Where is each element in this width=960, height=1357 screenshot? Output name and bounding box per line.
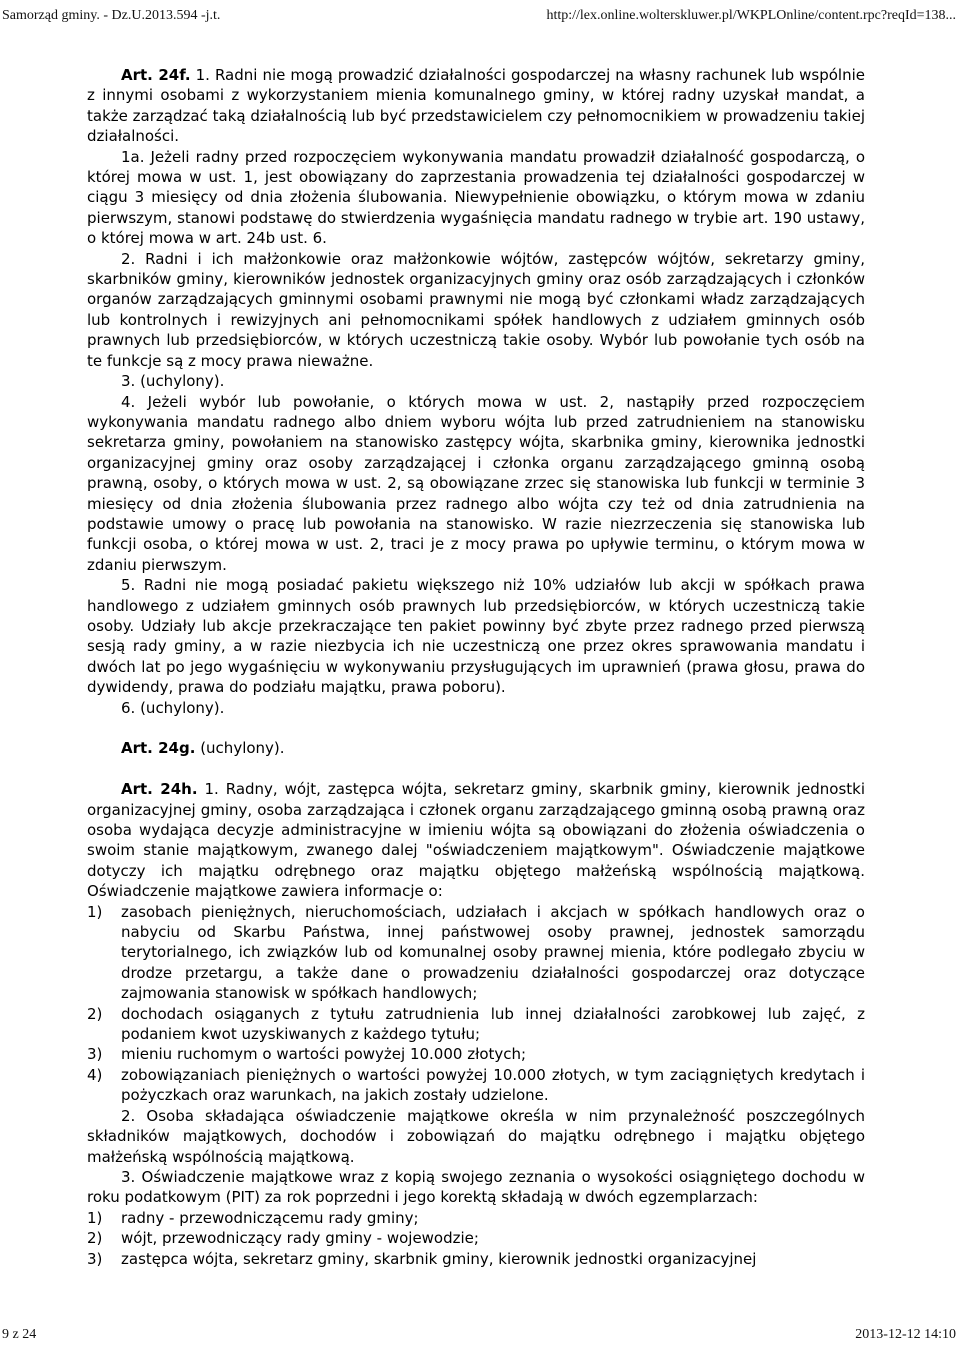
art-24f-paragraph-3: 3. (uchylony). [121,372,225,391]
list-item-number: 2) [87,1229,103,1248]
list-item-number: 1) [87,902,103,921]
list-item [87,1208,865,1228]
list-item-number: 3) [87,1249,103,1268]
art-24h-paragraph-3: 3. Oświadczenie majątkowe wraz z kopią swojego zeznania o wysokości osiągniętego dochodu w roku podatkowym (PIT) za rok poprzedni i jego korektą składają w dwóch egzemplarzach: [87,1167,865,1207]
list-item-number: 3) [87,1045,103,1064]
art-24f-paragraph-5: 5. Radni nie mogą posiadać pakietu większego niż 10% udziałów lub akcji w spółkach prawa handlowego z udziałem gminnych osób prawnych lub przedsiębiorców, w których uczestniczą takie osoby. Udziały lub akcje przekraczające ten pakiet powinny być zbyte przez radnego przed pierwszą sesją rady gminy, a w razie niezbycia ich nie uczestniczą one przez okres sprawowania mandatu i dwóch lat po jego wygaśnięciu w wykonywaniu przysługujących im uprawnień (prawa głosu, prawa do dywidendy, prawa do podziału majątku, prawa poboru). [87,576,865,697]
paragraph-text: 1. Radny, wójt, zastępca wójta, sekretarz gminy, skarbnik gminy, kierownik jednostki organizacyjnej gminy, osoba zarządzająca i członek organu zarządzającego gminną osobą prawną oraz osoba wydająca decyzje administracyjne w imieniu wójta są obowiązani do złożenia oświadczenia o swoim stanie majątkowym, zwanego dalej "oświadczeniem majątkowym". Oświadczenie majątkowe dotyczy ich majątku odrębnego oraz majątku objętego małżeńską wspólnością majątkową. Oświadczenie majątkowe zawiera informacje o: [87,780,865,901]
document-title: Samorząd gminy. - Dz.U.2013.594 -j.t. [2,8,221,23]
page-number: 9 z 24 [2,1327,37,1342]
list-item [87,1249,865,1269]
list-item-number: 1) [87,1208,103,1227]
art-24h-paragraph-2: 2. Osoba składająca oświadczenie majątkowe określa w nim przynależność poszczególnych składników majątkowych, dochodów i zobowiązań do majątku odrębnego i majątku objętego małżeńską wspólnością majątkową. [87,1106,865,1166]
document-body [87,65,865,1269]
paragraph-text: 1. Radni nie mogą prowadzić działalności gospodarczej na własny rachunek lub wspólnie z innymi osobami z wykorzystaniem mienia komunalnego gminy, w której radny uzyskał mandat, a także zarządzać taką działalnością lub być przedstawicielem czy pełnomocnikiem w prowadzeniu takiej działalności. [87,66,866,146]
list-item-text: zobowiązaniach pieniężnych o wartości powyżej 10.000 złotych, w tym zaciągniętych kredytach i pożyczkach oraz warunkach, na jakich zostały udzielone. [121,1065,865,1105]
print-timestamp: 2013-12-12 14:10 [855,1327,956,1342]
list-item [87,1228,865,1248]
list-item [87,1004,865,1045]
art-24g [87,738,865,758]
list-item-text: zastępca wójta, sekretarz gminy, skarbnik gminy, kierownik jednostki organizacyjnej [121,1249,757,1268]
art-24h-label: Art. 24h. [121,780,198,799]
art-24f-paragraph-1a: 1a. Jeżeli radny przed rozpoczęciem wykonywania mandatu prowadził działalność gospodarczą, o której mowa w ust. 1, jest obowiązany do zaprzestania prowadzenia tej działalności gospodarczej w ciągu 3 miesięcy od dnia złożenia ślubowania. Niewypełnienie obowiązku, o którym mowa w zdaniu pierwszym, stanowi podstawę do stwierdzenia wygaśnięcia mandatu radnego w trybie art. 190 ustawy, o której mowa w art. 24b ust. 6. [87,147,865,248]
list-item-text: mieniu ruchomym o wartości powyżej 10.000 złotych; [121,1045,527,1064]
art-24f-paragraph-2: 2. Radni i ich małżonkowie oraz małżonkowie wójtów, zastępców wójtów, sekretarzy gminy, skarbników gminy, kierowników jednostek organizacyjnych gminy oraz osób zarządzających i członków organów zarządzających gminnymi osobami prawnymi nie mogą być członkami władz zarządzających lub kontrolnych i rewizyjnych ani pełnomocnikami spółek handlowych z udziałem gminnych osób prawnych lub przedsiębiorców, w których uczestniczą takie osoby. Wybór lub powołanie tych osób na te funkcje są z mocy prawa nieważne. [87,249,865,370]
list-item-number: 2) [87,1004,103,1023]
list-item [87,902,865,1004]
art-24g-text: (uchylony). [200,739,285,758]
list-item-text: dochodach osiąganych z tytułu zatrudnienia lub innej działalności zarobkowej lub zajęć, z podaniem kwot uzyskiwanych z każdego tytułu; [121,1004,865,1044]
art-24g-label: Art. 24g. [121,739,196,758]
list-item-text: radny - przewodniczącemu rady gminy; [121,1208,419,1227]
page-header [0,8,960,28]
art-24f-paragraph-6: 6. (uchylony). [121,698,225,717]
list-item-text: wójt, przewodniczący rady gminy - wojewodzie; [121,1229,479,1248]
page-footer [0,1327,960,1347]
art-24f-label: Art. 24f. [121,66,191,84]
list-item [87,1065,865,1106]
art-24f-paragraph-4: 4. Jeżeli wybór lub powołanie, o których mowa w ust. 2, nastąpiły przed rozpoczęciem wykonywania mandatu radnego albo dniem wyboru wójta lub przed zatrudnieniem na stanowisku sekretarza gminy, powołaniem na stanowisko zastępcy wójta, skarbnika gminy, kierownika jednostki organizacyjnej gminy oraz osoby zarządzającej i członka organu zarządzającego gminną osobą prawną, osoby, o których mowa w ust. 2, są obowiązane zrzec się stanowiska lub funkcji w terminie 3 miesięcy od dnia złożenia ślubowania przez radnego albo wójta czy też od dnia zatrudnienia na podstawie umowy o pracę lub powołania na stanowisko. W razie niezrzeczenia się stanowiska lub funkcji osoba, o której mowa w ust. 2, traci je z mocy prawa po upływie terminu, o którym mowa w zdaniu pierwszym. [87,392,865,574]
list-item-number: 4) [87,1065,103,1084]
source-url[interactable]: http://lex.online.wolterskluwer.pl/WKPLOnline/content.rpc?reqId=138... [546,8,956,23]
art-24h-paragraph-1 [87,779,865,901]
art-24f-paragraph-1 [87,65,865,147]
list-item [87,1044,865,1064]
list-item-text: zasobach pieniężnych, nieruchomościach, udziałach i akcjach w spółkach handlowych oraz o nabyciu od Skarbu Państwa, innej państwowej osoby prawnej, jednostek samorządu terytorialnego, ich związków lub od komunalnej osoby prawnej mienia, które podlegało zbyciu w drodze przetargu, a także dane o prowadzeniu działalności gospodarczej oraz dotyczące zajmowania stanowisk w spółkach handlowych; [121,902,865,1003]
